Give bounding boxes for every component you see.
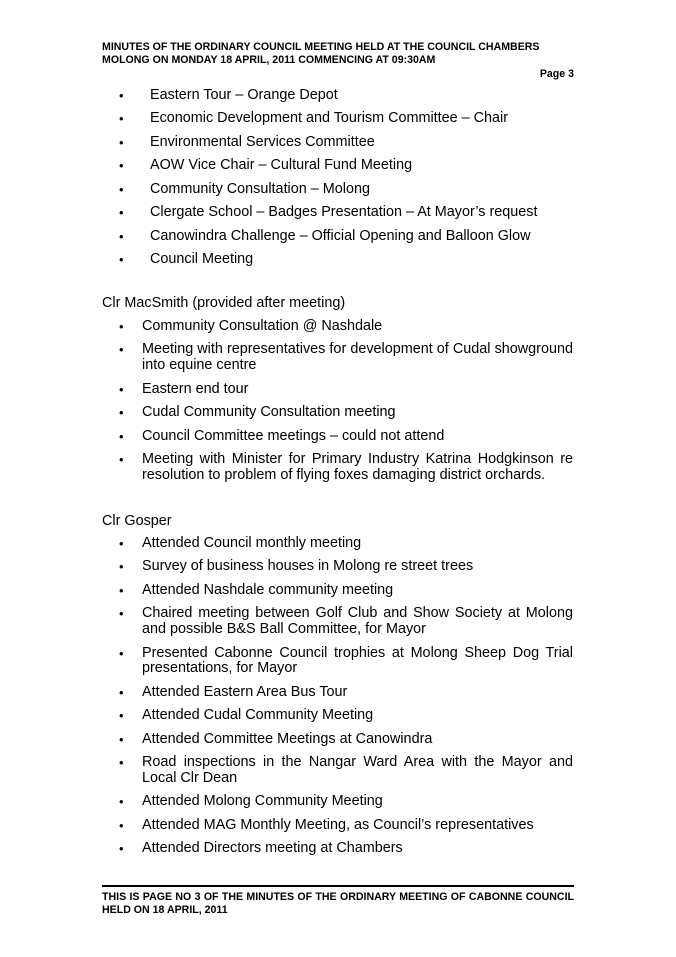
list-item: • Council Committee meetings – could not attend	[119, 427, 445, 444]
list-item: • Chaired meeting between Golf Club and Show Society at Molong and possible B&S Ball Committee, for Mayor	[119, 605, 573, 638]
list-item: • Economic Development and Tourism Committee – Chair	[119, 110, 509, 127]
bullet-icon: •	[119, 111, 124, 127]
bullet-icon: •	[119, 405, 124, 421]
list-item: • Presented Cabonne Council trophies at Molong Sheep Dog Trial presentations, for Mayor	[119, 644, 573, 677]
list-item: • Meeting with representatives for development of Cudal showground into equine centre	[119, 341, 573, 374]
bullet-icon: •	[119, 205, 124, 221]
list-item: • Community Consultation – Molong	[119, 180, 370, 197]
list-item: • Environmental Services Committee	[119, 133, 375, 150]
header-title: MINUTES OF THE ORDINARY COUNCIL MEETING HELD AT THE COUNCIL CHAMBERS MOLONG ON MONDAY 18 APRIL, 2011 COMMENCING AT 09:30AM	[102, 41, 540, 66]
bullet-icon: •	[119, 794, 124, 810]
bullet-icon: •	[119, 841, 124, 857]
bullet-icon: •	[119, 319, 124, 334]
bullet-icon: •	[119, 88, 124, 103]
bullet-icon: •	[119, 536, 124, 551]
footer-text: THIS IS PAGE NO 3 OF THE MINUTES OF THE ORDINARY MEETING OF CABONNE COUNCIL HELD ON 18 APRIL, 2011	[102, 891, 574, 916]
bullet-icon: •	[119, 684, 124, 700]
list-item: • Road inspections in the Nangar Ward Area with the Mayor and Local Clr Dean	[119, 754, 573, 786]
list-item: • Meeting with Minister for Primary Industry Katrina Hodgkinson re resolution to problem of flying foxes damaging district orchards.	[119, 451, 573, 483]
list-item: • Canowindra Challenge – Official Opening and Balloon Glow	[119, 227, 531, 244]
list-item: • Attended MAG Monthly Meeting, as Council’s representatives	[119, 816, 534, 833]
bullet-icon: •	[119, 342, 124, 358]
list-item: • Survey of business houses in Molong re street trees	[119, 558, 474, 575]
mayor-activities-list	[119, 88, 573, 276]
list-item: • Attended Council monthly meeting	[119, 535, 362, 551]
page-number: Page 3	[539, 68, 574, 80]
bullet-icon: •	[119, 428, 124, 444]
list-item: • Eastern end tour	[119, 380, 249, 397]
list-item: • Attended Nashdale community meeting	[119, 581, 394, 598]
bullet-icon: •	[119, 755, 124, 771]
bullet-icon: •	[119, 731, 124, 747]
list-item: • Attended Eastern Area Bus Tour	[119, 683, 348, 700]
bullet-icon: •	[119, 228, 124, 244]
bullet-icon: •	[119, 252, 124, 268]
list-item: • Attended Cudal Community Meeting	[119, 707, 374, 724]
bullet-icon: •	[119, 158, 124, 174]
page-header	[102, 41, 574, 81]
list-item: • Council Meeting	[119, 251, 254, 268]
section-heading-gosper: Clr Gosper	[102, 513, 172, 529]
list-item: • Attended Molong Community Meeting	[119, 793, 383, 810]
list-item: • Community Consultation @ Nashdale	[119, 318, 383, 334]
bullet-icon: •	[119, 452, 124, 468]
list-item: • AOW Vice Chair – Cultural Fund Meeting	[119, 157, 413, 174]
bullet-icon: •	[119, 817, 124, 833]
page-footer	[102, 885, 574, 917]
section-heading-macsmith: Clr MacSmith (provided after meeting)	[102, 295, 346, 311]
bullet-icon: •	[119, 181, 124, 197]
list-item: • Clergate School – Badges Presentation – At Mayor’s request	[119, 204, 538, 221]
bullet-icon: •	[119, 134, 124, 150]
list-item: • Eastern Tour – Orange Depot	[119, 87, 338, 103]
list-item: • Cudal Community Consultation meeting	[119, 404, 396, 421]
bullet-icon: •	[119, 381, 124, 397]
bullet-icon: •	[119, 559, 124, 575]
list-item: • Attended Committee Meetings at Canowindra	[119, 730, 433, 747]
bullet-icon: •	[119, 708, 124, 724]
bullet-icon: •	[119, 582, 124, 598]
gosper-activities-list	[119, 536, 573, 865]
bullet-icon: •	[119, 645, 124, 661]
bullet-icon: •	[119, 606, 124, 622]
list-item: • Attended Directors meeting at Chambers	[119, 840, 403, 857]
macsmith-activities-list	[119, 319, 573, 491]
